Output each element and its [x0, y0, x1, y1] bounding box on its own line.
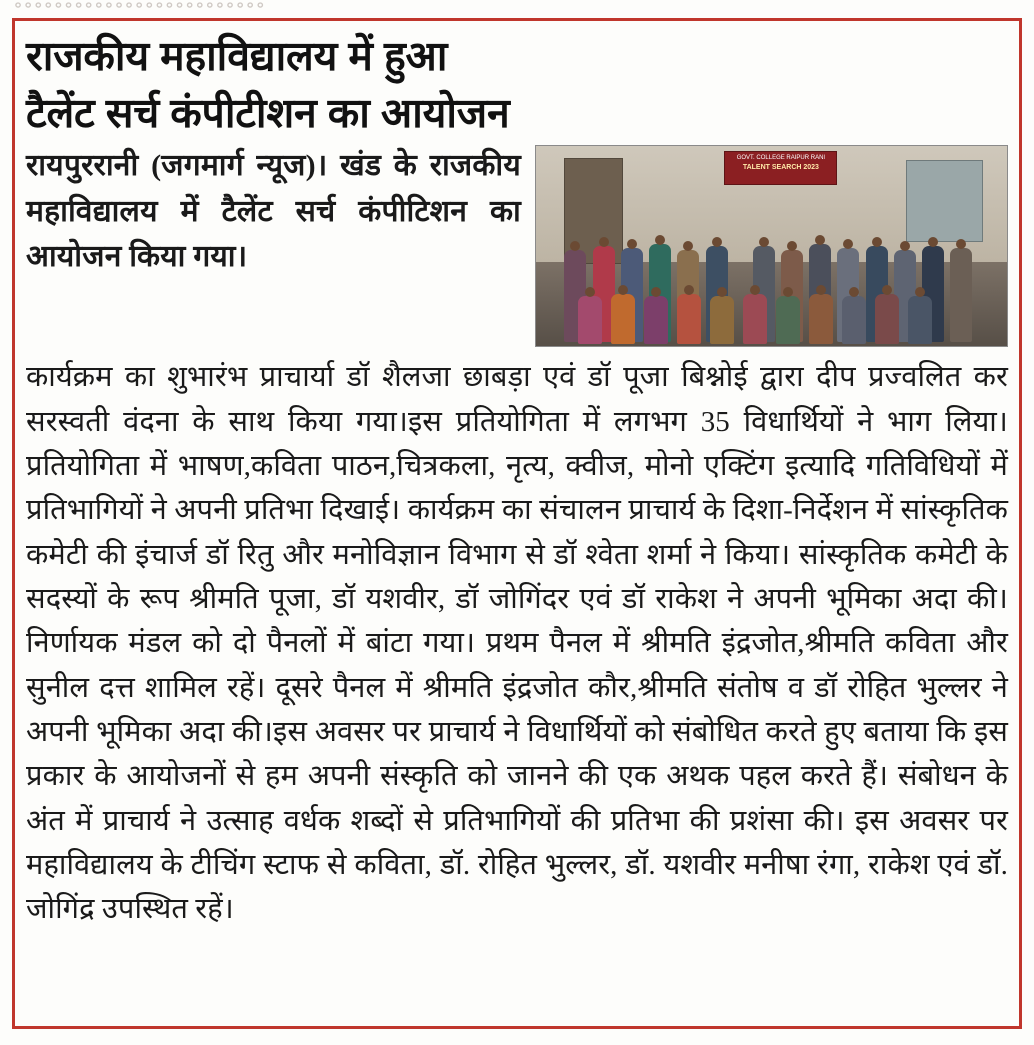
photo-person	[743, 294, 767, 344]
article-content	[26, 28, 1008, 1019]
article-lead: रायपुररानी (जगमार्ग न्यूज)। खंड के राजकीय महाविद्यालय में टैलेंट सर्च कंपीटिशन का आयोजन किया गया।	[26, 149, 521, 274]
photo-person	[710, 296, 734, 344]
photo-person	[875, 294, 899, 344]
article-headline: राजकीय महाविद्यालय में हुआ टैलेंट सर्च कंपीटीशन का आयोजन	[26, 33, 510, 136]
photo-person	[578, 296, 602, 344]
top-border-rule	[12, 18, 1022, 21]
article-photo	[535, 145, 1008, 347]
photo-crowd	[536, 186, 1007, 346]
photo-banner-line1: GOVT. COLLEGE RAIPUR RANI	[736, 155, 826, 162]
left-border-rule	[12, 18, 15, 1029]
photo-banner	[724, 151, 837, 185]
article-body	[26, 355, 1008, 932]
photo-person	[950, 248, 972, 342]
photo-person	[908, 296, 932, 344]
photo-person	[644, 296, 668, 344]
right-border-rule	[1019, 18, 1022, 1029]
photo-person	[611, 294, 635, 344]
photo-person	[776, 296, 800, 344]
photo-person	[842, 296, 866, 344]
photo-person	[677, 294, 701, 344]
top-clipped-text: ॰॰॰॰॰॰॰॰॰॰॰॰॰॰॰॰॰॰॰॰॰॰॰॰॰	[14, 0, 267, 16]
bottom-border-rule	[12, 1026, 1022, 1029]
photo-person	[809, 294, 833, 344]
article-body-paragraph: कार्यक्रम का शुभारंभ प्राचार्या डॉ शैलजा छाबड़ा एवं डॉ पूजा बिश्नोई द्वारा दीप प्रज्वलित कर सरस्वती वंदना के साथ किया गया।इस प्रतियोगिता में लगभग 35 विधार्थियों ने भाग लिया।प्रतियोगिता में भाषण,कविता पाठन,चित्रकला, नृत्य, क्वीज, मोनो एक्टिंग इत्यादि गतिविधियों में प्रतिभागियों ने अपनी प्रतिभा दिखाई। कार्यक्रम का संचालन प्राचार्य के दिशा-निर्देशन में सांस्कृतिक कमेटी की इंचार्ज डॉ रितु और मनोविज्ञान विभाग से डॉ श्वेता शर्मा ने किया। सांस्कृतिक कमेटी के सदस्यों के रूप श्रीमति पूजा, डॉ यशवीर, डॉ जोगिंदर एवं डॉ राकेश ने अपनी भूमिका अदा की। निर्णायक मंडल को दो पैनलों में बांटा गया। प्रथम पैनल में श्रीमति इंद्रजोत,श्रीमति कविता और सुनील दत्त शामिल रहें। दूसरे पैनल में श्रीमति इंद्रजोत कौर,श्रीमति संतोष व डॉ रोहित भुल्लर ने अपनी भूमिका अदा की।इस अवसर पर प्राचार्य ने विधार्थियों को संबोधित करते हुए बताया कि इस प्रकार के आयोजनों से हम अपनी संस्कृति को जानने की एक अथक पहल करते हैं। संबोधन के अंत में प्राचार्य ने उत्साह वर्धक शब्दों से प्रतिभागियों की प्रतिभा की प्रशंसा की। इस अवसर पर महाविद्यालय के टीचिंग स्टाफ से कविता, डॉ. रोहित भुल्लर, डॉ. यशवीर मनीषा रंगा, राकेश एवं डॉ. जोगिंद्र उपस्थित रहें।	[26, 361, 1008, 926]
photo-banner-line2: TALENT SEARCH 2023	[742, 164, 819, 172]
